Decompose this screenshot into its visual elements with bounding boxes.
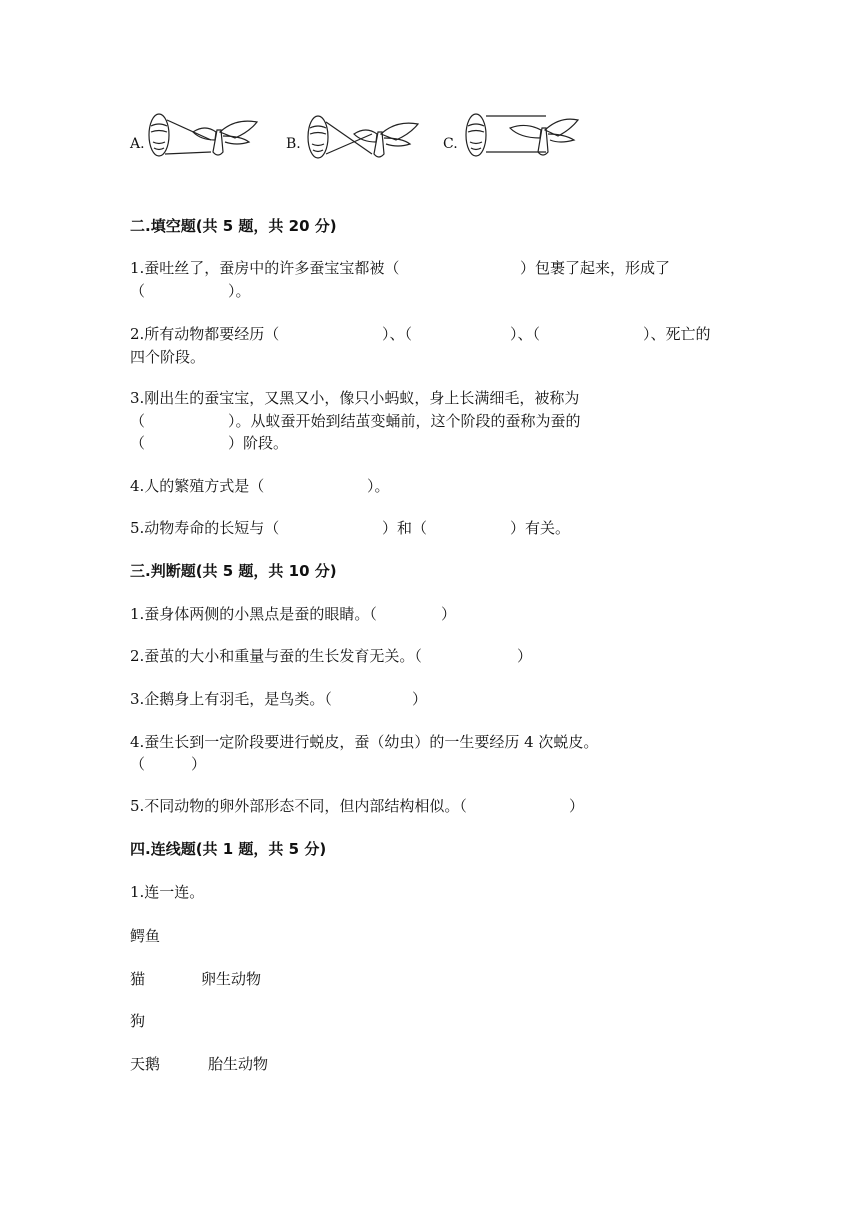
s3-q5-a: 5.不同动物的卵外部形态不同，但内部结构相似。（ [130, 797, 467, 815]
s3-q3-b: ） [412, 690, 428, 708]
s3-q3-a: 3.企鹅身上有羽毛，是鸟类。（ [130, 690, 332, 708]
option-b-label[interactable]: B. [286, 136, 301, 152]
s2-q1-line1-b: ）包裹了起来，形成了 [520, 259, 671, 277]
section-4-title: 四.连线题(共 1 题，共 5 分) [130, 840, 327, 858]
match-right-item[interactable]: 胎生动物 [208, 1055, 269, 1073]
s2-q3-line3-b: ）阶段。 [228, 434, 289, 452]
s3-q5-b: ） [569, 797, 585, 815]
s2-q5-a: 5.动物寿命的长短与（ [130, 519, 280, 537]
option-b-figure[interactable] [302, 112, 424, 164]
s2-q2-line2: 四个阶段。 [130, 348, 206, 366]
s2-q1-line2-a: （ [130, 282, 146, 300]
option-a-figure[interactable] [145, 110, 265, 162]
s3-q2-a: 2.蚕茧的大小和重量与蚕的生长发育无关。（ [130, 647, 422, 665]
s2-q2-line1-d: ）、死亡的 [643, 325, 711, 343]
moth-body-icon [538, 128, 548, 155]
moth-body-icon [213, 130, 223, 155]
option-a-label[interactable]: A. [130, 136, 145, 152]
s2-q2-line1-a: 2.所有动物都要经历（ [130, 325, 280, 343]
s2-q3-line2-a: （ [130, 412, 146, 430]
s2-q4-b: ）。 [367, 477, 390, 495]
s2-q1-line1-a: 1.蚕吐丝了，蚕房中的许多蚕宝宝都被（ [130, 259, 400, 277]
s3-q1-a: 1.蚕身体两侧的小黑点是蚕的眼睛。（ [130, 605, 377, 623]
s4-q1: 1.连一连。 [130, 883, 205, 901]
s3-q4-line2-a: （ [130, 755, 146, 773]
option-c-label[interactable]: C. [443, 136, 458, 152]
match-left-item[interactable]: 鳄鱼 [130, 927, 161, 945]
match-right-item[interactable]: 卵生动物 [201, 970, 262, 988]
s2-q1-line2-b: ）。 [228, 282, 251, 300]
s2-q5-c: ）有关。 [510, 519, 571, 537]
match-left-item[interactable]: 狗 [130, 1012, 146, 1030]
s2-q3-line1: 3.刚出生的蚕宝宝，又黑又小，像只小蚂蚁，身上长满细毛，被称为 [130, 389, 580, 407]
s2-q3-line3-a: （ [130, 434, 146, 452]
section-3-title: 三.判断题(共 5 题，共 10 分) [130, 562, 337, 580]
s2-q2-line1-b: ）、（ [382, 325, 413, 343]
s3-q4-line1: 4.蚕生长到一定阶段要进行蜕皮，蚕（幼虫）的一生要经历 4 次蜕皮。 [130, 733, 599, 751]
s2-q3-line2-b: ）。从蚁蚕开始到结茧变蛹前，这个阶段的蚕称为蚕的 [228, 412, 581, 430]
match-left-item[interactable]: 天鹅 [130, 1055, 161, 1073]
s3-q1-b: ） [441, 605, 457, 623]
s2-q4-a: 4.人的繁殖方式是（ [130, 477, 265, 495]
s2-q2-line1-c: ）、（ [510, 325, 541, 343]
s3-q2-b: ） [517, 647, 533, 665]
section-2-title: 二.填空题(共 5 题，共 20 分) [130, 217, 337, 235]
option-c-figure[interactable] [460, 110, 580, 162]
match-left-item[interactable]: 猫 [130, 970, 146, 988]
moth-body-icon [374, 132, 384, 157]
s3-q4-line2-b: ） [191, 755, 207, 773]
s2-q5-b: ）和（ [382, 519, 428, 537]
